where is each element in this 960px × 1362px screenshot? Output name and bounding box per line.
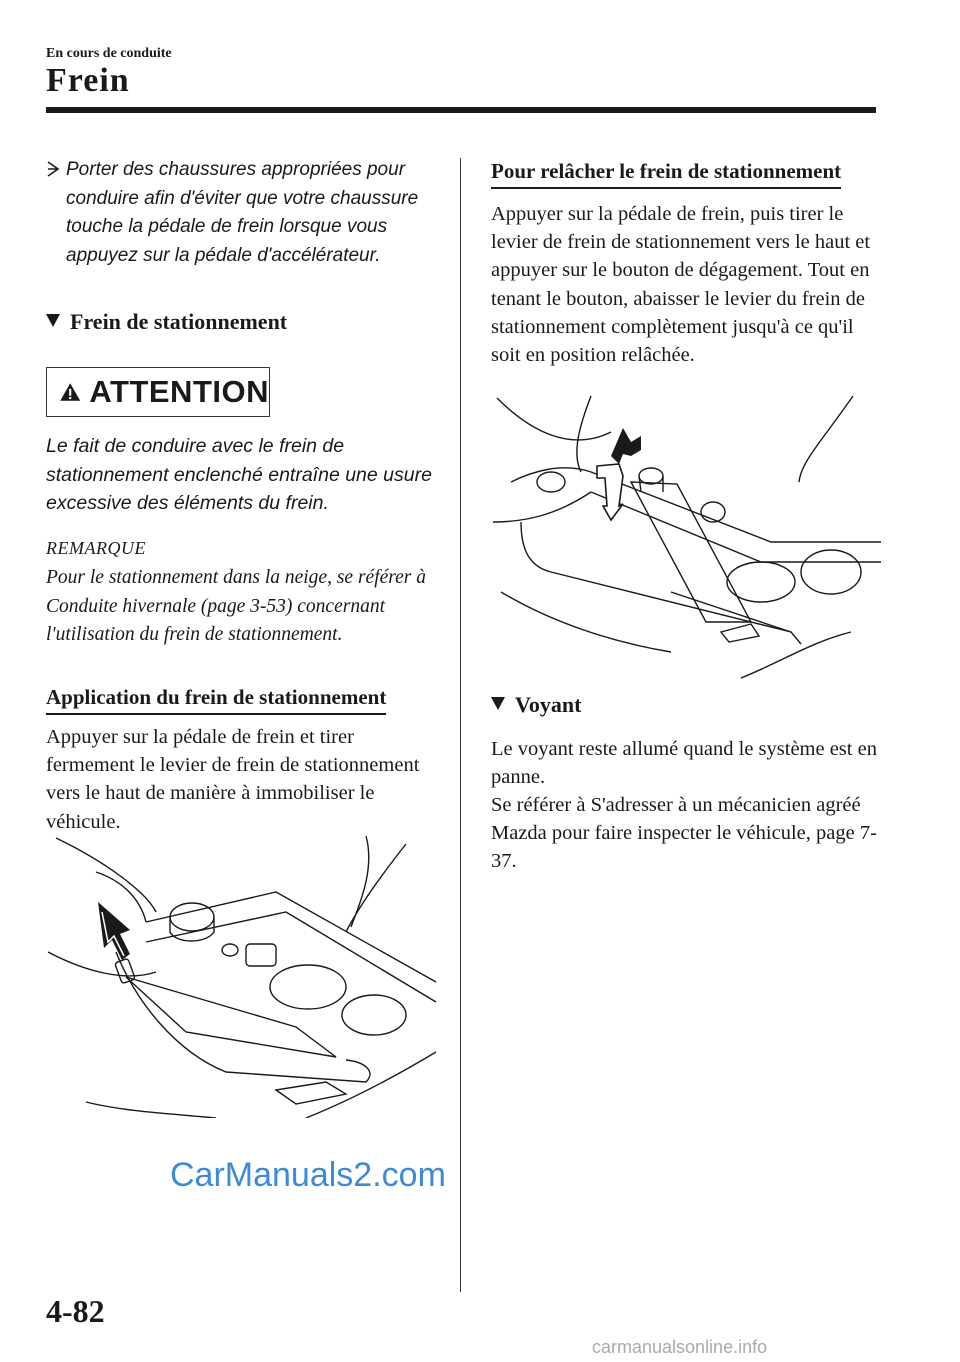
voyant-text-1: Le voyant reste allumé quand le système est en panne. [491,738,877,789]
page-number: 4-82 [46,1293,105,1329]
section-label: En cours de conduite [46,46,172,61]
parking-brake-heading-text: Frein de stationnement [70,309,288,334]
parking-brake-heading [46,309,287,335]
bullet-arrow-icon [46,156,62,188]
release-brake-illustration [491,392,885,680]
apply-heading [46,685,386,710]
attention-box [46,367,270,417]
bullet-text: Porter des chaussures appropriées pour conduire afin d'éviter que votre chaussure touche la pédale de frein lorsque vous appuyez sur la pédale d'accélérateur. [66,159,419,266]
watermark-logo: CarManuals2.com [170,1156,446,1194]
column-divider [460,158,461,1292]
note-title: REMARQUE [46,538,146,558]
release-heading [491,159,841,184]
down-arrow-icon [597,464,623,520]
warning-icon [59,376,81,408]
triangle-icon [491,697,505,710]
attention-text: Le fait de conduire avec le frein de stationnement enclenché entraîne une usure excessive des éléments du frein. [46,435,432,514]
voyant-text-2: Se référer à S'adresser à un mécanicien agréé Mazda pour faire inspecter le véhicule, page 7-37. [491,794,877,873]
triangle-icon [46,314,60,327]
release-text: Appuyer sur la pédale de frein, puis tirer le levier de frein de stationnement vers le haut et appuyer sur le bouton de dégagement. Tout en tenant le bouton, abaisser le levier du frein de stationnement complètement jusqu'à ce qu'il soit en position relâchée. [491,203,871,367]
lift-arrow-icon [611,428,641,464]
page-title: Frein [46,62,130,99]
apply-heading-text: Application du frein de stationnement [46,685,386,715]
apply-brake-illustration [46,832,440,1118]
voyant-heading [491,692,581,718]
attention-label: ATTENTION [89,374,269,409]
header-rule [46,107,876,113]
up-arrow-icon [98,902,130,960]
shoe-advice-bullet [46,156,436,270]
note-text: Pour le stationnement dans la neige, se référer à Conduite hivernale (page 3-53) concernant l'utilisation du frein de stationnement. [46,567,427,645]
release-heading-text: Pour relâcher le frein de stationnement [491,159,841,189]
apply-text: Appuyer sur la pédale de frein et tirer fermement le levier de frein de stationnement vers le haut de manière à immobiliser le véhicule. [46,726,420,833]
site-watermark: carmanualsonline.info [592,1337,768,1357]
voyant-heading-text: Voyant [515,692,582,717]
